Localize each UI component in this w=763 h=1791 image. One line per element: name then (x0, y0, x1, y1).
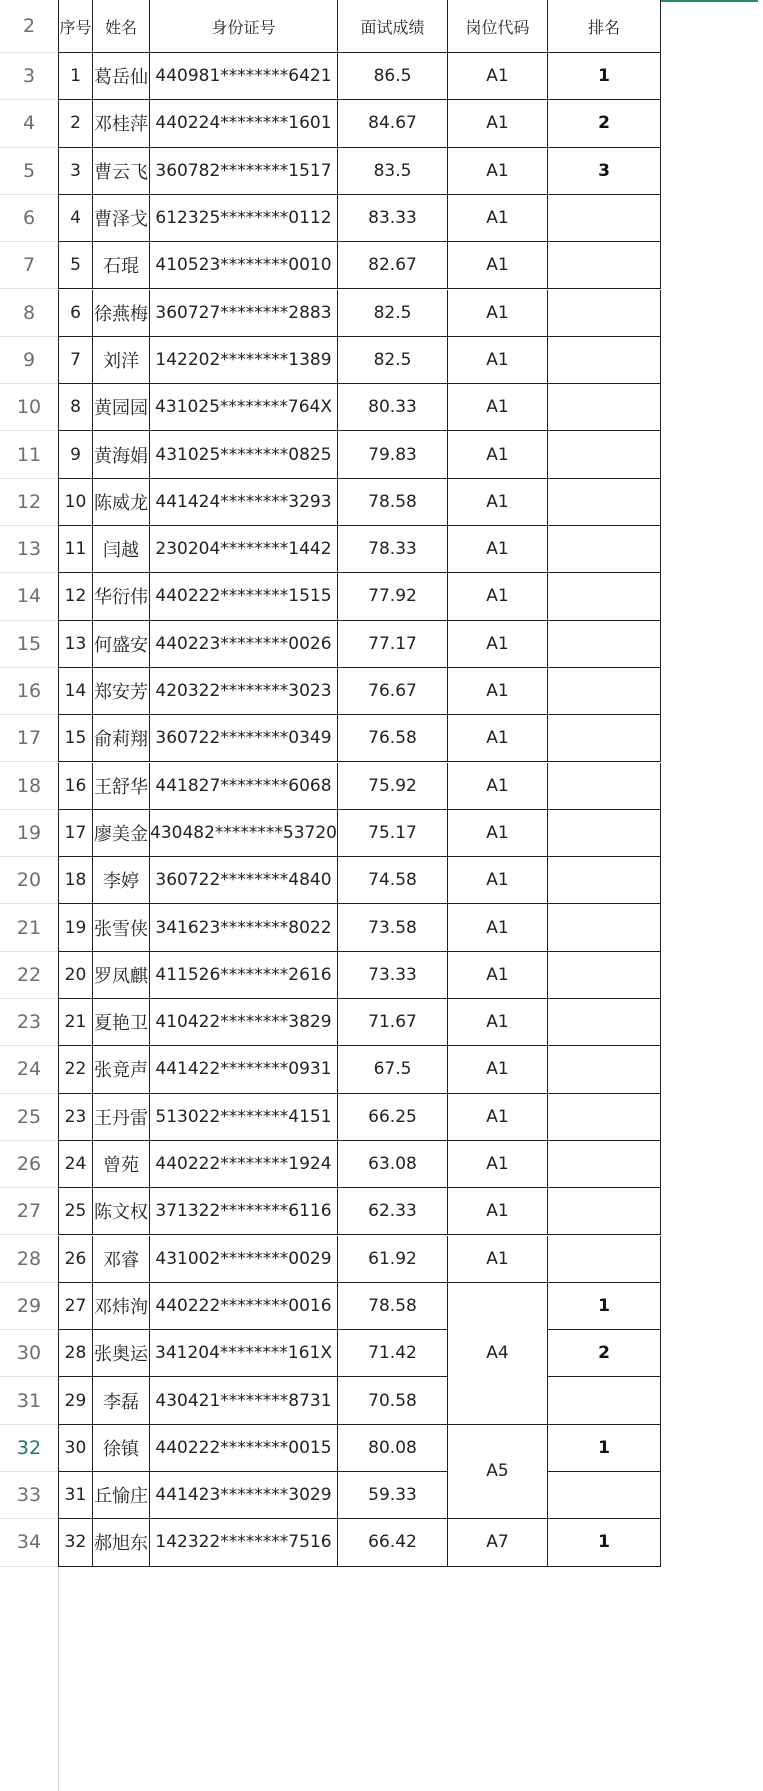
cell-seq[interactable]: 22 (58, 1046, 93, 1093)
cell-seq[interactable]: 16 (58, 763, 93, 810)
row-header-25[interactable]: 25 (0, 1094, 58, 1141)
cell-id[interactable]: 440222********1515 (150, 573, 338, 620)
cell-post[interactable]: A1 (448, 810, 548, 857)
cell-name[interactable]: 何盛安 (93, 621, 150, 668)
header-id[interactable]: 身份证号 (150, 0, 338, 53)
cell-score[interactable]: 80.08 (338, 1425, 448, 1472)
cell-name[interactable]: 陈文权 (93, 1188, 150, 1235)
cell-rank[interactable] (548, 999, 661, 1046)
cell-id[interactable]: 371322********6116 (150, 1188, 338, 1235)
cell-rank[interactable] (548, 763, 661, 810)
cell-name[interactable]: 俞莉翔 (93, 715, 150, 762)
cell-name[interactable]: 郝旭东 (93, 1519, 150, 1566)
row-header-6[interactable]: 6 (0, 195, 58, 242)
cell-score[interactable]: 77.92 (338, 573, 448, 620)
cell-score[interactable]: 84.67 (338, 100, 448, 147)
cell-name[interactable]: 李婷 (93, 857, 150, 904)
cell-id[interactable]: 360727********2883 (150, 290, 338, 337)
cell-seq[interactable]: 3 (58, 148, 93, 195)
row-header-34[interactable]: 34 (0, 1519, 58, 1566)
row-header-8[interactable]: 8 (0, 290, 58, 337)
cell-seq[interactable]: 23 (58, 1094, 93, 1141)
cell-id[interactable]: 431025********764X (150, 384, 338, 431)
cell-rank[interactable] (548, 1472, 661, 1519)
cell-name[interactable]: 曹云飞 (93, 148, 150, 195)
cell-seq[interactable]: 12 (58, 573, 93, 620)
row-header-12[interactable]: 12 (0, 479, 58, 526)
cell-post[interactable]: A1 (448, 573, 548, 620)
row-header-11[interactable]: 11 (0, 431, 58, 478)
cell-score[interactable]: 77.17 (338, 621, 448, 668)
cell-rank[interactable] (548, 384, 661, 431)
cell-rank[interactable] (548, 904, 661, 951)
cell-rank[interactable] (548, 195, 661, 242)
cell-score[interactable]: 59.33 (338, 1472, 448, 1519)
cell-post[interactable]: A1 (448, 148, 548, 195)
cell-score[interactable]: 66.25 (338, 1094, 448, 1141)
cell-name[interactable]: 邓睿 (93, 1236, 150, 1283)
cell-rank[interactable] (548, 1094, 661, 1141)
cell-seq[interactable]: 28 (58, 1330, 93, 1377)
cell-id[interactable]: 420322********3023 (150, 668, 338, 715)
cell-rank[interactable]: 1 (548, 1519, 661, 1566)
cell-id[interactable]: 440222********0015 (150, 1425, 338, 1472)
cell-name[interactable]: 闫越 (93, 526, 150, 573)
cell-name[interactable]: 廖美金 (93, 810, 150, 857)
cell-seq[interactable]: 18 (58, 857, 93, 904)
cell-rank[interactable] (548, 479, 661, 526)
cell-seq[interactable]: 24 (58, 1141, 93, 1188)
row-header-18[interactable]: 18 (0, 763, 58, 810)
cell-seq[interactable]: 17 (58, 810, 93, 857)
cell-score[interactable]: 80.33 (338, 384, 448, 431)
row-header-31[interactable]: 31 (0, 1377, 58, 1424)
cell-seq[interactable]: 2 (58, 100, 93, 147)
row-header-13[interactable]: 13 (0, 526, 58, 573)
cell-seq[interactable]: 7 (58, 337, 93, 384)
cell-post[interactable]: A1 (448, 431, 548, 478)
cell-rank[interactable]: 1 (548, 1283, 661, 1330)
cell-name[interactable]: 邓桂萍 (93, 100, 150, 147)
row-header-10[interactable]: 10 (0, 384, 58, 431)
cell-seq[interactable]: 4 (58, 195, 93, 242)
cell-rank[interactable] (548, 1236, 661, 1283)
cell-name[interactable]: 石琨 (93, 242, 150, 289)
cell-seq[interactable]: 29 (58, 1377, 93, 1424)
cell-seq[interactable]: 27 (58, 1283, 93, 1330)
cell-id[interactable]: 440222********0016 (150, 1283, 338, 1330)
cell-rank[interactable] (548, 242, 661, 289)
cell-id[interactable]: 142322********7516 (150, 1519, 338, 1566)
cell-score[interactable]: 66.42 (338, 1519, 448, 1566)
cell-seq[interactable]: 30 (58, 1425, 93, 1472)
cell-post[interactable]: A1 (448, 668, 548, 715)
row-header-33[interactable]: 33 (0, 1472, 58, 1519)
cell-rank[interactable] (548, 290, 661, 337)
cell-name[interactable]: 张奥运 (93, 1330, 150, 1377)
cell-id[interactable]: 341623********8022 (150, 904, 338, 951)
cell-rank[interactable] (548, 431, 661, 478)
row-header-28[interactable]: 28 (0, 1236, 58, 1283)
cell-name[interactable]: 徐镇 (93, 1425, 150, 1472)
cell-post[interactable]: A1 (448, 242, 548, 289)
cell-post[interactable]: A1 (448, 952, 548, 999)
cell-id[interactable]: 440222********1924 (150, 1141, 338, 1188)
row-header-4[interactable]: 4 (0, 100, 58, 147)
cell-seq[interactable]: 21 (58, 999, 93, 1046)
cell-rank[interactable]: 1 (548, 1425, 661, 1472)
cell-seq[interactable]: 1 (58, 53, 93, 100)
cell-id[interactable]: 360722********0349 (150, 715, 338, 762)
cell-seq[interactable]: 32 (58, 1519, 93, 1566)
row-header-20[interactable]: 20 (0, 857, 58, 904)
cell-post[interactable]: A1 (448, 195, 548, 242)
row-header-21[interactable]: 21 (0, 904, 58, 951)
cell-id[interactable]: 430482********53720 (150, 810, 338, 857)
cell-score[interactable]: 70.58 (338, 1377, 448, 1424)
cell-name[interactable]: 黄园园 (93, 384, 150, 431)
row-header-2[interactable]: 2 (0, 0, 58, 53)
row-header-14[interactable]: 14 (0, 573, 58, 620)
cell-post[interactable]: A1 (448, 763, 548, 810)
cell-name[interactable]: 刘洋 (93, 337, 150, 384)
cell-rank[interactable] (548, 1377, 661, 1424)
cell-post[interactable]: A1 (448, 1046, 548, 1093)
cell-post[interactable]: A1 (448, 715, 548, 762)
header-seq[interactable]: 序号 (58, 0, 93, 53)
cell-id[interactable]: 513022********4151 (150, 1094, 338, 1141)
cell-score[interactable]: 78.58 (338, 1283, 448, 1330)
cell-id[interactable]: 441423********3029 (150, 1472, 338, 1519)
cell-id[interactable]: 230204********1442 (150, 526, 338, 573)
cell-score[interactable]: 83.5 (338, 148, 448, 195)
cell-score[interactable]: 82.5 (338, 337, 448, 384)
cell-score[interactable]: 73.33 (338, 952, 448, 999)
cell-rank[interactable] (548, 337, 661, 384)
cell-rank[interactable] (548, 668, 661, 715)
cell-post[interactable]: A1 (448, 621, 548, 668)
cell-score[interactable]: 75.92 (338, 763, 448, 810)
cell-seq[interactable]: 5 (58, 242, 93, 289)
cell-post[interactable]: A1 (448, 904, 548, 951)
cell-post[interactable]: A1 (448, 526, 548, 573)
header-rank[interactable]: 排名 (548, 0, 661, 53)
cell-id[interactable]: 142202********1389 (150, 337, 338, 384)
cell-seq[interactable]: 10 (58, 479, 93, 526)
cell-post[interactable]: A1 (448, 1141, 548, 1188)
cell-id[interactable]: 431025********0825 (150, 431, 338, 478)
row-header-3[interactable]: 3 (0, 53, 58, 100)
cell-name[interactable]: 张雪侠 (93, 904, 150, 951)
cell-post[interactable]: A1 (448, 384, 548, 431)
cell-seq[interactable]: 26 (58, 1236, 93, 1283)
cell-seq[interactable]: 8 (58, 384, 93, 431)
cell-id[interactable]: 430421********8731 (150, 1377, 338, 1424)
cell-score[interactable]: 71.67 (338, 999, 448, 1046)
cell-seq[interactable]: 20 (58, 952, 93, 999)
cell-id[interactable]: 612325********0112 (150, 195, 338, 242)
row-header-19[interactable]: 19 (0, 810, 58, 857)
cell-post[interactable]: A1 (448, 53, 548, 100)
row-header-24[interactable]: 24 (0, 1046, 58, 1093)
row-header-27[interactable]: 27 (0, 1188, 58, 1235)
cell-post[interactable]: A1 (448, 999, 548, 1046)
cell-id[interactable]: 441424********3293 (150, 479, 338, 526)
cell-score[interactable]: 78.33 (338, 526, 448, 573)
cell-score[interactable]: 62.33 (338, 1188, 448, 1235)
cell-rank[interactable] (548, 573, 661, 620)
cell-id[interactable]: 411526********2616 (150, 952, 338, 999)
cell-score[interactable]: 67.5 (338, 1046, 448, 1093)
cell-post[interactable]: A7 (448, 1519, 548, 1566)
cell-score[interactable]: 83.33 (338, 195, 448, 242)
cell-name[interactable]: 曾苑 (93, 1141, 150, 1188)
cell-score[interactable]: 71.42 (338, 1330, 448, 1377)
cell-name[interactable]: 郑安芳 (93, 668, 150, 715)
cell-rank[interactable] (548, 857, 661, 904)
cell-rank[interactable] (548, 526, 661, 573)
row-header-32[interactable]: 32 (0, 1425, 58, 1472)
cell-seq[interactable]: 19 (58, 904, 93, 951)
cell-id[interactable]: 440224********1601 (150, 100, 338, 147)
cell-name[interactable]: 王舒华 (93, 763, 150, 810)
cell-id[interactable]: 441422********0931 (150, 1046, 338, 1093)
cell-name[interactable]: 陈威龙 (93, 479, 150, 526)
row-header-9[interactable]: 9 (0, 337, 58, 384)
cell-id[interactable]: 410422********3829 (150, 999, 338, 1046)
cell-post[interactable]: A1 (448, 100, 548, 147)
row-header-7[interactable]: 7 (0, 242, 58, 289)
cell-rank[interactable]: 3 (548, 148, 661, 195)
cell-score[interactable]: 76.58 (338, 715, 448, 762)
cell-post[interactable]: A1 (448, 1094, 548, 1141)
cell-id[interactable]: 360722********4840 (150, 857, 338, 904)
cell-post-merged[interactable]: A4 (448, 1283, 548, 1425)
cell-rank[interactable] (548, 1188, 661, 1235)
row-header-22[interactable]: 22 (0, 952, 58, 999)
cell-name[interactable]: 邓炜洵 (93, 1283, 150, 1330)
cell-seq[interactable]: 9 (58, 431, 93, 478)
row-header-23[interactable]: 23 (0, 999, 58, 1046)
cell-post[interactable]: A1 (448, 479, 548, 526)
cell-name[interactable]: 葛岳仙 (93, 53, 150, 100)
cell-post[interactable]: A1 (448, 290, 548, 337)
cell-name[interactable]: 丘愉庄 (93, 1472, 150, 1519)
cell-name[interactable]: 黄海娟 (93, 431, 150, 478)
cell-score[interactable]: 78.58 (338, 479, 448, 526)
row-header-26[interactable]: 26 (0, 1141, 58, 1188)
cell-id[interactable]: 441827********6068 (150, 763, 338, 810)
cell-name[interactable]: 张竟声 (93, 1046, 150, 1093)
cell-post[interactable]: A1 (448, 857, 548, 904)
cell-seq[interactable]: 25 (58, 1188, 93, 1235)
cell-rank[interactable]: 2 (548, 100, 661, 147)
cell-post[interactable]: A1 (448, 1188, 548, 1235)
cell-seq[interactable]: 31 (58, 1472, 93, 1519)
cell-name[interactable]: 徐燕梅 (93, 290, 150, 337)
cell-id[interactable]: 431002********0029 (150, 1236, 338, 1283)
cell-post[interactable]: A1 (448, 1236, 548, 1283)
cell-id[interactable]: 410523********0010 (150, 242, 338, 289)
row-header-16[interactable]: 16 (0, 668, 58, 715)
cell-score[interactable]: 74.58 (338, 857, 448, 904)
cell-rank[interactable] (548, 1141, 661, 1188)
cell-score[interactable]: 79.83 (338, 431, 448, 478)
cell-name[interactable]: 罗凤麒 (93, 952, 150, 999)
cell-rank[interactable] (548, 952, 661, 999)
cell-id[interactable]: 440981********6421 (150, 53, 338, 100)
row-header-17[interactable]: 17 (0, 715, 58, 762)
header-score[interactable]: 面试成绩 (338, 0, 448, 53)
cell-id[interactable]: 440223********0026 (150, 621, 338, 668)
row-header-29[interactable]: 29 (0, 1283, 58, 1330)
row-header-5[interactable]: 5 (0, 148, 58, 195)
cell-rank[interactable] (548, 810, 661, 857)
row-header-15[interactable]: 15 (0, 621, 58, 668)
cell-score[interactable]: 61.92 (338, 1236, 448, 1283)
cell-id[interactable]: 360782********1517 (150, 148, 338, 195)
cell-rank[interactable] (548, 621, 661, 668)
cell-seq[interactable]: 14 (58, 668, 93, 715)
cell-rank[interactable] (548, 715, 661, 762)
cell-score[interactable]: 75.17 (338, 810, 448, 857)
row-header-30[interactable]: 30 (0, 1330, 58, 1377)
cell-post-merged[interactable]: A5 (448, 1425, 548, 1520)
cell-score[interactable]: 82.67 (338, 242, 448, 289)
cell-rank[interactable] (548, 1046, 661, 1093)
row-header-column (0, 0, 59, 1791)
cell-rank[interactable]: 1 (548, 53, 661, 100)
cell-name[interactable]: 李磊 (93, 1377, 150, 1424)
cell-score[interactable]: 63.08 (338, 1141, 448, 1188)
cell-seq[interactable]: 11 (58, 526, 93, 573)
cell-seq[interactable]: 13 (58, 621, 93, 668)
header-post[interactable]: 岗位代码 (448, 0, 548, 53)
cell-score[interactable]: 82.5 (338, 290, 448, 337)
cell-name[interactable]: 王丹雷 (93, 1094, 150, 1141)
cell-name[interactable]: 华衍伟 (93, 573, 150, 620)
cell-name[interactable]: 曹泽戈 (93, 195, 150, 242)
header-name[interactable]: 姓名 (93, 0, 150, 53)
cell-score[interactable]: 73.58 (338, 904, 448, 951)
cell-score[interactable]: 86.5 (338, 53, 448, 100)
cell-name[interactable]: 夏艳卫 (93, 999, 150, 1046)
cell-rank[interactable]: 2 (548, 1330, 661, 1377)
cell-id[interactable]: 341204********161X (150, 1330, 338, 1377)
cell-seq[interactable]: 6 (58, 290, 93, 337)
cell-post[interactable]: A1 (448, 337, 548, 384)
cell-score[interactable]: 76.67 (338, 668, 448, 715)
cell-seq[interactable]: 15 (58, 715, 93, 762)
